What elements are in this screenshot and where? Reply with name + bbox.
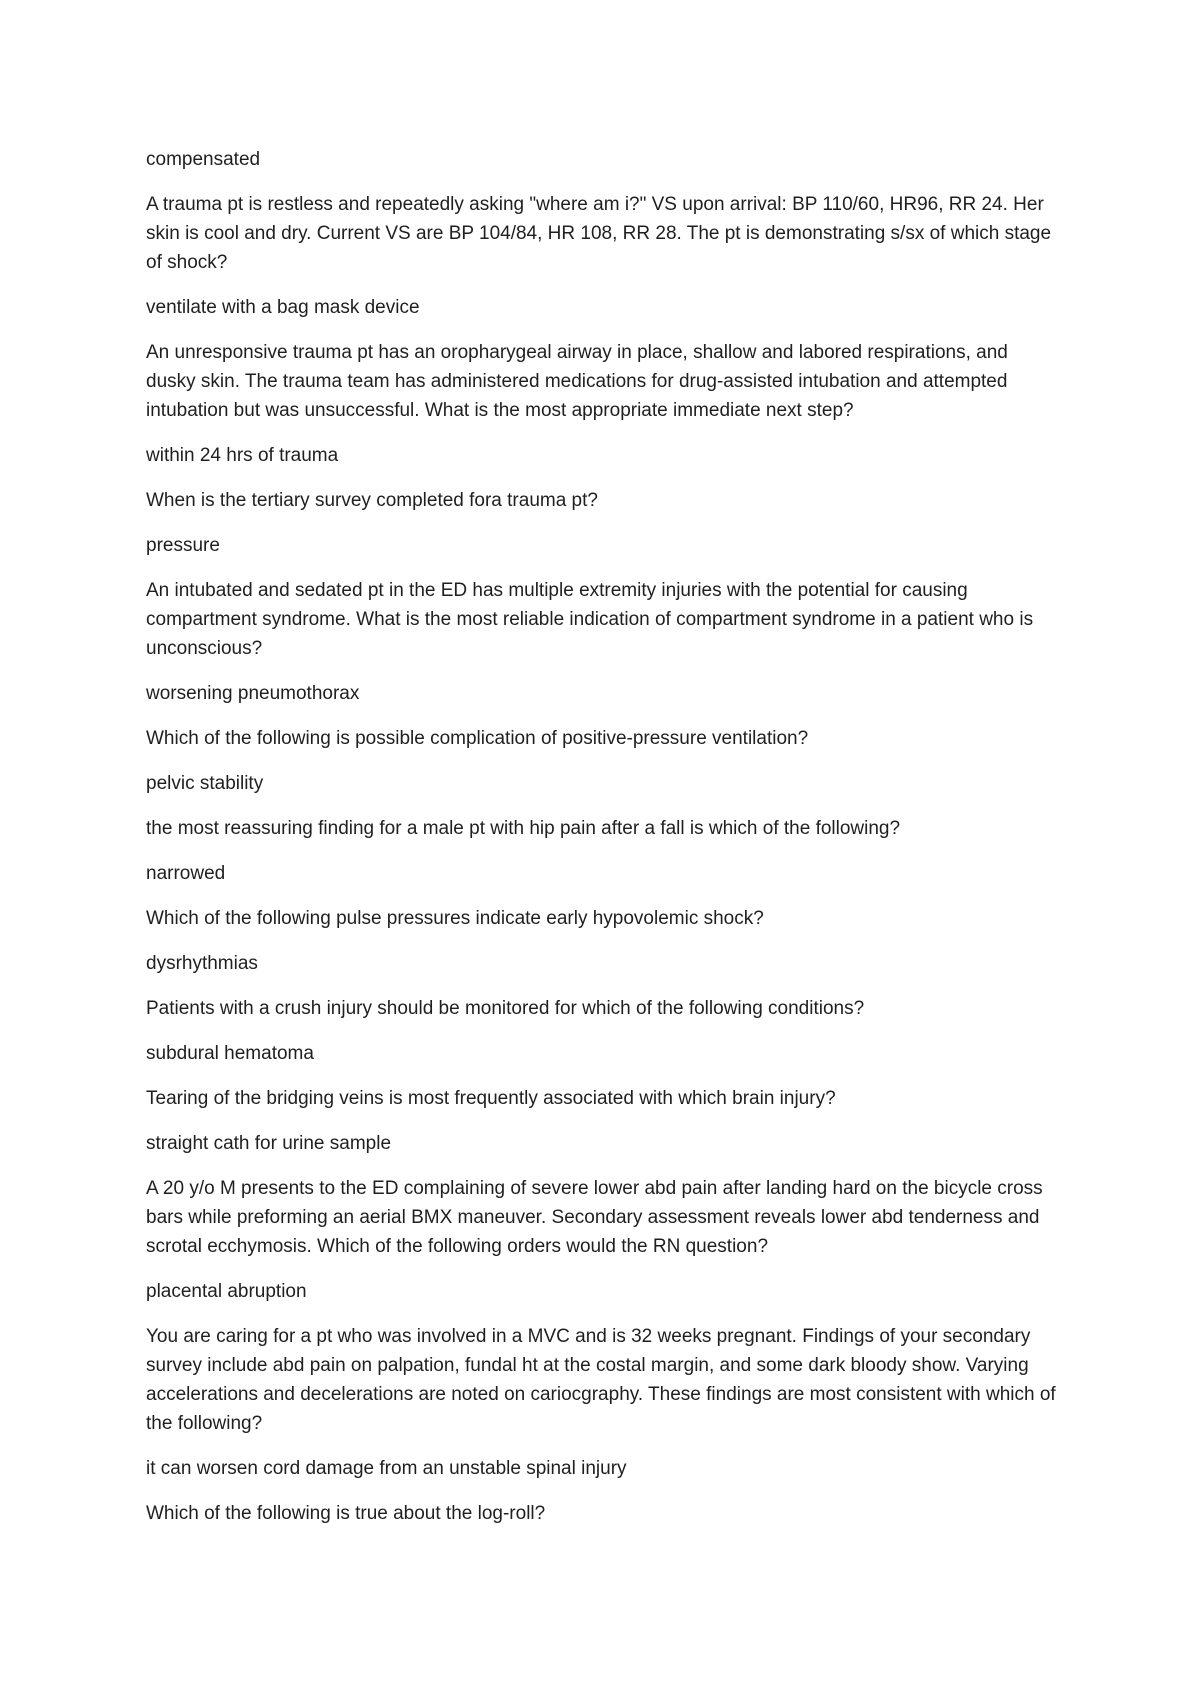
question-text: Patients with a crush injury should be monitored for which of the following conditions? [146, 998, 865, 1019]
question-text: An intubated and sedated pt in the ED has multiple extremity injuries with the potential for causing compartment syndrome. What is the most reliable indication of compartment syndrome in a patient who is unconscious? [146, 580, 1034, 659]
question-text: When is the tertiary survey completed fora trauma pt? [146, 490, 598, 511]
flashcard [146, 949, 1056, 1023]
flashcard [146, 145, 1056, 277]
question-text: You are caring for a pt who was involved in a MVC and is 32 weeks pregnant. Findings of your secondary survey include abd pain on palpation, fundal ht at the costal margin, and some dark bloody show. Varying accelerations and decelerations are noted on cariocgraphy. These findings are most consistent with which of the following? [146, 1326, 1056, 1434]
flashcard [146, 441, 1056, 515]
answer-text: it can worsen cord damage from an unstable spinal injury [146, 1458, 627, 1479]
answer-text: ventilate with a bag mask device [146, 297, 420, 318]
flashcard-list [146, 145, 1056, 1544]
question-text: An unresponsive trauma pt has an oropharygeal airway in place, shallow and labored respirations, and dusky skin. The trauma team has administered medications for drug-assisted intubation and attempted intubation but was unsuccessful. What is the most appropriate immediate next step? [146, 342, 1008, 421]
question-text: Tearing of the bridging veins is most frequently associated with which brain injury? [146, 1088, 836, 1109]
flashcard [146, 769, 1056, 843]
flashcard [146, 1039, 1056, 1113]
answer-text: compensated [146, 149, 261, 170]
flashcard [146, 1277, 1056, 1438]
flashcard [146, 1129, 1056, 1261]
question-text: Which of the following pulse pressures indicate early hypovolemic shock? [146, 908, 764, 929]
flashcard [146, 679, 1056, 753]
flashcard [146, 293, 1056, 425]
question-text: Which of the following is possible complication of positive-pressure ventilation? [146, 728, 809, 749]
question-text: A 20 y/o M presents to the ED complaining of severe lower abd pain after landing hard on the bicycle cross bars while preforming an aerial BMX maneuver. Secondary assessment reveals lower abd tenderness and scrotal ecchymosis. Which of the following orders would the RN question? [146, 1178, 1043, 1257]
answer-text: pelvic stability [146, 773, 264, 794]
answer-text: placental abruption [146, 1281, 307, 1302]
answer-text: narrowed [146, 863, 226, 884]
question-text: Which of the following is true about the log-roll? [146, 1503, 546, 1524]
flashcard [146, 1454, 1056, 1528]
flashcard [146, 859, 1056, 933]
answer-text: within 24 hrs of trauma [146, 445, 339, 466]
question-text: the most reassuring finding for a male pt with hip pain after a fall is which of the following? [146, 818, 901, 839]
answer-text: worsening pneumothorax [146, 683, 360, 704]
flashcard [146, 531, 1056, 663]
answer-text: dysrhythmias [146, 953, 258, 974]
answer-text: pressure [146, 535, 220, 556]
question-text: A trauma pt is restless and repeatedly asking "where am i?" VS upon arrival: BP 110/60, HR96, RR 24. Her skin is cool and dry. Current VS are BP 104/84, HR 108, RR 28. The pt is demonstrating s/sx of which stage of shock? [146, 194, 1052, 273]
answer-text: subdural hematoma [146, 1043, 314, 1064]
answer-text: straight cath for urine sample [146, 1133, 392, 1154]
